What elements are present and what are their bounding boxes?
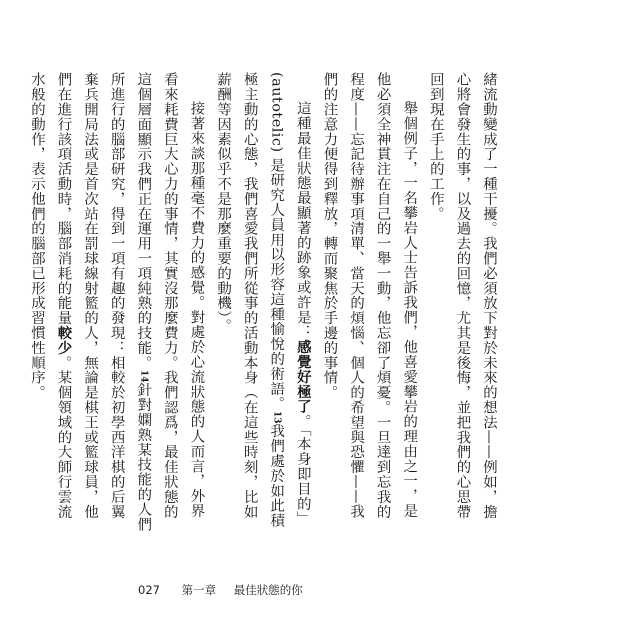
- paragraph-4: 接著來談那種毫不費力的感覺。對處於心流狀態的人而言，外界看來耗費巨大心力的事情，其實沒那麼費力。我們認爲，最佳狀態的這個層面顯示我們正在運用一項純熟的技能。14針對嫻熟某技能的人們所進行的腦部研究，得到一項有趣的發現：相較於初學西洋棋的后翼棄兵開局法或是首次站在罰球線射籃的人，無論是棋王或籃球員，他們在進行該項活動時，腦部消耗的能量較少。某個領域的大師行雲流水般的動作，表示他們的腦部已形成習慣性順序。: [28, 72, 205, 532]
- emphasis-text: 較少: [55, 325, 73, 356]
- page-footer: [138, 582, 303, 598]
- body-text: [28, 72, 502, 532]
- emphasis-text: 感覺好極了: [294, 339, 312, 414]
- page-number: 027: [138, 583, 160, 597]
- chapter-title: 最佳狀態的你: [233, 583, 303, 597]
- chapter-label: 第一章: [181, 583, 217, 597]
- footnote-marker-14: 14: [138, 370, 149, 383]
- footnote-marker-13: 13: [271, 410, 282, 424]
- paragraph-1: 緒流動變成了一種干擾。我們必須放下對於未來的想法——例如，擔心將會發生的事，以及過去的回憶，尤其是後悔，並把我們的心思帶回到現在手上的工作。: [427, 72, 497, 519]
- paragraph-2: 舉個例子，一名攀岩人士告訴我們，他喜愛攀岩的理由之一，是他必須全神貫注在自己的一舉一動，他忘卻了煩憂。一旦達到忘我的程度——忘記待辦事項清單、當天的煩惱、個人的希望與恐懼——我們的注意力便得到釋放，轉而聚焦於手邊的事情。: [321, 72, 418, 519]
- paragraph-3: 這種最佳狀態最顯著的跡象或許是：感覺好極了。「本身即目的」(autotelic) 是研究人員用以形容這種愉悅的術語。13我們處於如此積極主動的心態，我們喜愛我們所從事的活動本身（在這些時刻，比如薪酬等因素似乎不是那麼重要的動機）。: [215, 72, 312, 528]
